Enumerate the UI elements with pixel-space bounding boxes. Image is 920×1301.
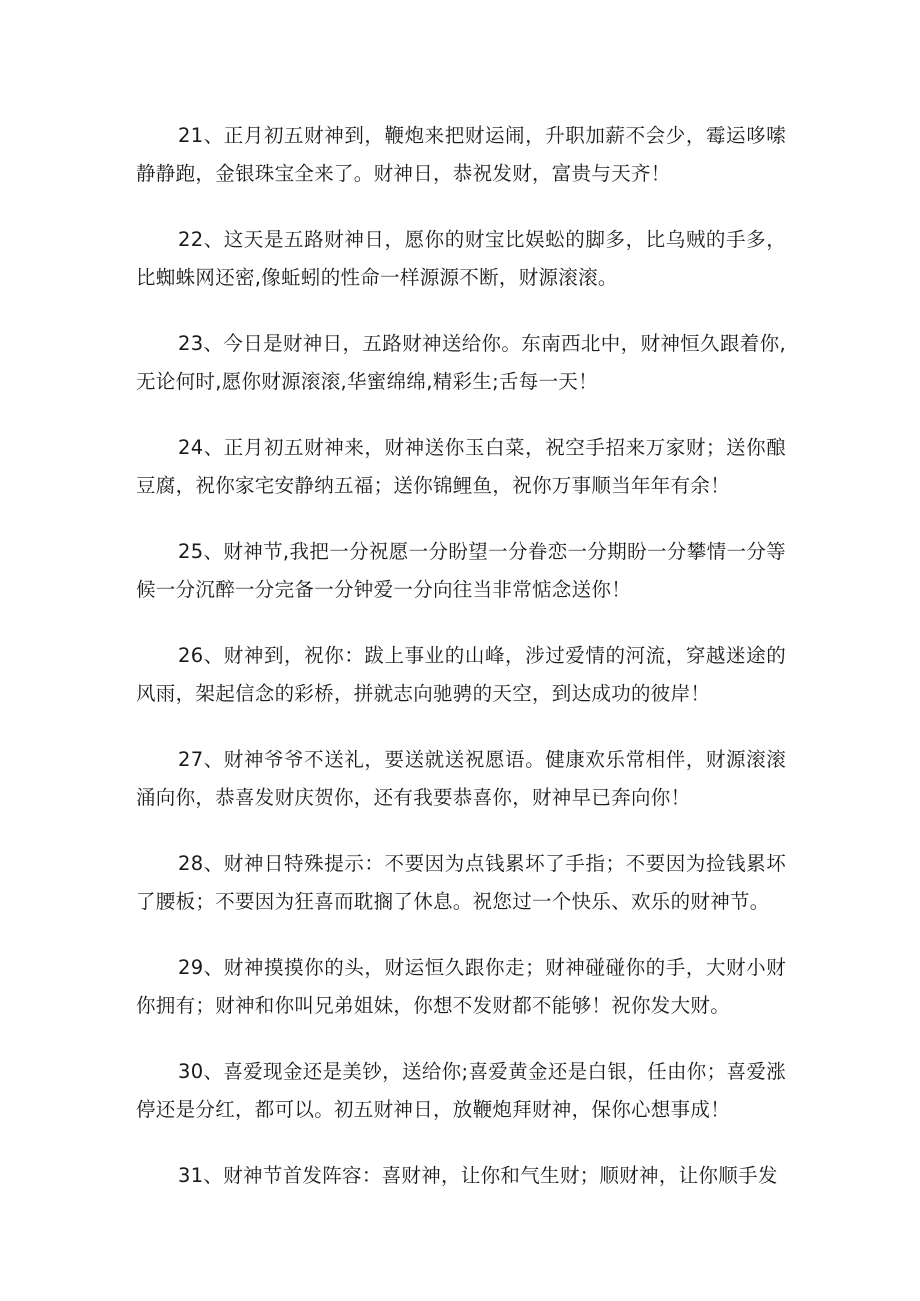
paragraph-23: 23、今日是财神日，五路财神送给你。东南西北中，财神恒久跟着你,无论何时,愿你财源滚滚,华蜜绵绵,精彩生;舌每一天！ bbox=[136, 332, 786, 393]
paragraph-31: 31、财神节首发阵容：喜财神，让你和气生财；顺财神，让你顺手发 bbox=[178, 1164, 778, 1187]
paragraph-27: 27、财神爷爷不送礼，要送就送祝愿语。健康欢乐常相伴，财源滚滚涌向你，恭喜发财庆贺你，还有我要恭喜你，财神早已奔向你！ bbox=[136, 748, 786, 809]
paragraph-26: 26、财神到，祝你：跋上事业的山峰，涉过爱情的河流，穿越迷途的风雨，架起信念的彩桥，拼就志向驰骋的天空，到达成功的彼岸！ bbox=[136, 644, 786, 705]
paragraph-21: 21、正月初五财神到，鞭炮来把财运闹，升职加薪不会少，霉运哆嗦静静跑，金银珠宝全来了。财神日，恭祝发财，富贵与天齐！ bbox=[136, 124, 786, 185]
paragraph-28: 28、财神日特殊提示：不要因为点钱累坏了手指；不要因为捡钱累坏了腰板；不要因为狂喜而耽搁了休息。祝您过一个快乐、欢乐的财神节。 bbox=[136, 852, 786, 913]
paragraph-24: 24、正月初五财神来，财神送你玉白菜，祝空手招来万家财；送你酿豆腐，祝你家宅安静纳五福；送你锦鲤鱼，祝你万事顺当年年有余！ bbox=[136, 436, 786, 497]
paragraph-30: 30、喜爱现金还是美钞，送给你;喜爱黄金还是白银，任由你；喜爱涨停还是分红，都可以。初五财神日，放鞭炮拜财神，保你心想事成！ bbox=[136, 1060, 786, 1121]
paragraph-22: 22、这天是五路财神日，愿你的财宝比娱蚣的脚多，比乌贼的手多，比蜘蛛网还密,像蚯蚓的性命一样源源不断，财源滚滚。 bbox=[136, 228, 786, 289]
document-body bbox=[136, 117, 786, 1223]
paragraph-29: 29、财神摸摸你的头，财运恒久跟你走；财神碰碰你的手，大财小财你拥有；财神和你叫兄弟姐妹，你想不发财都不能够！祝你发大财。 bbox=[136, 956, 786, 1017]
paragraph-25: 25、财神节,我把一分祝愿一分盼望一分眷恋一分期盼一分攀情一分等候一分沉醉一分完备一分钟爱一分向往当非常惦念送你！ bbox=[136, 540, 786, 601]
